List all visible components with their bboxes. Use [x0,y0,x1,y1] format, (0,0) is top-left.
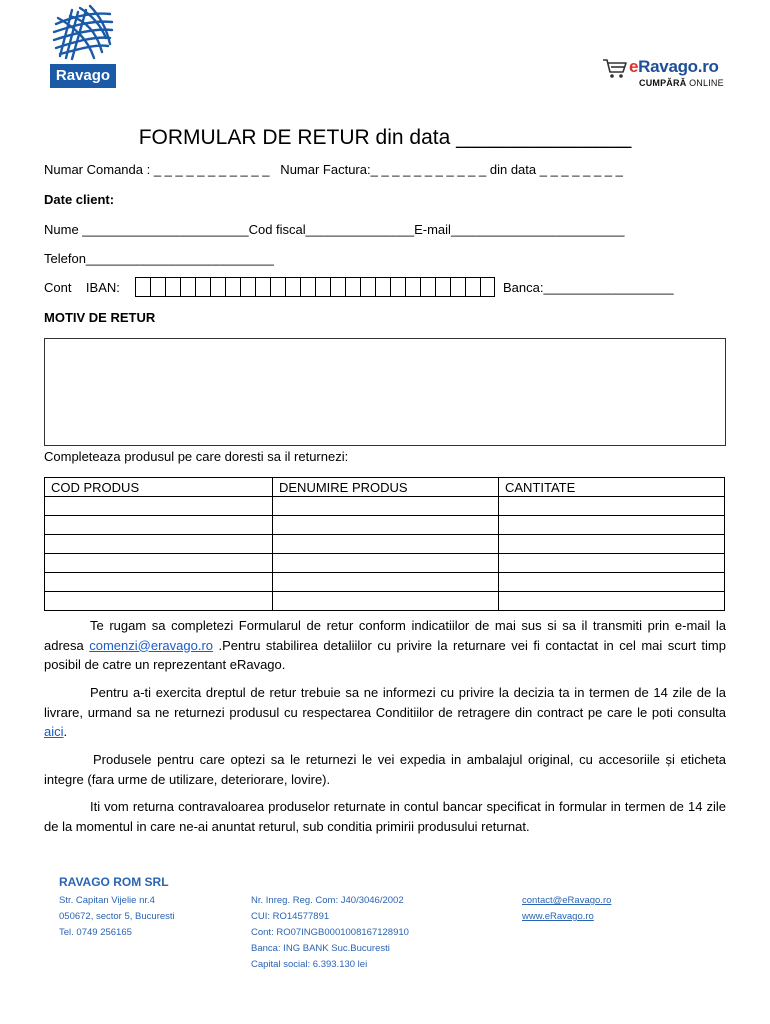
table-cell[interactable] [273,516,499,535]
footer-contact [522,893,611,925]
footer-email-link[interactable]: contact@eRavago.ro [522,895,612,906]
bank-line: Banca:__________________ [503,280,674,295]
eravago-brand-rest: Ravago.ro [638,57,719,76]
p2-text-before: Pentru a-ti exercita dreptul de retur trebuie sa ne informezi cu privire la decizia ta in termen de 14 zile de la livrare, urmand sa ne returnezi produsul cu respectarea Conditiilor de retragere din contract pe care le poti consulta [44,685,726,720]
table-cell[interactable] [499,497,725,516]
table-row [45,535,725,554]
footer-company-name: RAVAGO ROM SRL [59,875,169,889]
footer-address-line: Str. Capitan Vijelie nr.4 [59,895,155,906]
p1-text-before: Te rugam sa completezi Formularul de retur conform indicatiilor de mai sus si sa il transmiti prin e-mail la adresa [44,618,726,653]
p2-text-after: . [63,724,68,739]
form-title: FORMULAR DE RETUR din data _______________ [138,126,632,149]
email-link[interactable]: comenzi@eravago.ro [89,637,214,653]
instructions-paragraph-4: Iti vom returna contravaloarea produselor returnate in contul bancar specificat in formular in termen de 14 zile de la momentul in care ne-ai anuntat returul, sub conditia primirii produsului returnat. [44,799,726,834]
ravago-logo-name: Ravago [50,64,116,88]
table-cell[interactable] [45,535,273,554]
conditions-link[interactable]: aici [44,724,64,739]
table-cell[interactable] [273,573,499,592]
footer-registry-line: Cont: RO07INGB0001008167128910 [251,927,409,938]
table-cell[interactable] [45,554,273,573]
table-row [45,573,725,592]
table-row [45,497,725,516]
header-cod-produs: COD PRODUS [45,478,273,497]
instructions-paragraph-1 [44,616,726,675]
client-heading: Date client: [44,192,115,207]
table-cell[interactable] [499,573,725,592]
shopping-cart-icon [602,58,628,80]
table-cell[interactable] [273,554,499,573]
footer-website-link[interactable]: www.eRavago.ro [522,911,594,922]
table-cell[interactable] [273,535,499,554]
table-header-row [45,478,725,497]
iban-input[interactable] [135,277,495,297]
p1-text-after: .Pentru stabilirea detaliilor cu privire la returnare vei fi contactat in cel mai scurt timp posibil de catre un reprezentant eRavago. [44,637,726,672]
footer-address [59,893,175,941]
table-cell[interactable] [499,554,725,573]
ravago-logo-mark-icon [50,4,116,64]
order-line: Numar Comanda : _ _ _ _ _ _ _ _ _ _ _ Numar Factura:_ _ _ _ _ _ _ _ _ _ _ din data _ _ _ _ _ _ _ _ [44,162,623,177]
product-prompt: Completeaza produsul pe care doresti sa il returnezi: [44,449,349,464]
footer-registry-line: Banca: ING BANK Suc.Bucuresti [251,943,390,954]
footer-address-line: 050672, sector 5, Bucuresti [59,911,175,922]
eravago-brand-e: e [629,57,639,76]
table-cell[interactable] [45,516,273,535]
reason-heading: MOTIV DE RETUR [44,310,156,325]
eravago-logo [602,56,728,90]
footer-registry [251,893,409,973]
table-cell[interactable] [45,497,273,516]
footer-registry-line: Capital social: 6.393.130 lei [251,959,368,970]
footer-registry-line: Nr. Inreg. Reg. Com: J40/3046/2002 [251,895,404,906]
table-row [45,554,725,573]
eravago-tag-rest: ONLINE [686,78,724,88]
table-cell[interactable] [45,573,273,592]
table-cell[interactable] [499,592,725,611]
eravago-brand [629,57,719,77]
instructions-paragraph-3: Produsele pentru care optezi sa le returnezi le vei expedia in ambalajul original, cu accesoriile și eticheta integre (fara urme de utilizare, deteriorare, lovire). [44,752,726,787]
ravago-logo [44,4,122,90]
header-denumire-produs: DENUMIRE PRODUS [273,478,499,497]
table-row [45,592,725,611]
footer-phone: Tel. 0749 256165 [59,927,132,938]
table-cell[interactable] [499,535,725,554]
table-cell[interactable] [499,516,725,535]
instructions-paragraph-2 [44,683,726,742]
return-reason-field[interactable] [44,338,726,446]
table-cell[interactable] [45,592,273,611]
table-cell[interactable] [273,497,499,516]
products-table [44,477,725,611]
table-cell[interactable] [273,592,499,611]
table-row [45,516,725,535]
phone-line: Telefon__________________________ [44,251,274,266]
header-cantitate: CANTITATE [499,478,725,497]
eravago-tagline [639,78,724,88]
name-line: Nume _______________________Cod fiscal_______________E-mail________________________ [44,222,625,237]
iban-label: Cont IBAN: [44,280,120,295]
footer-registry-line: CUI: RO14577891 [251,911,330,922]
eravago-tag-bold: CUMPĂRĂ [639,78,687,88]
